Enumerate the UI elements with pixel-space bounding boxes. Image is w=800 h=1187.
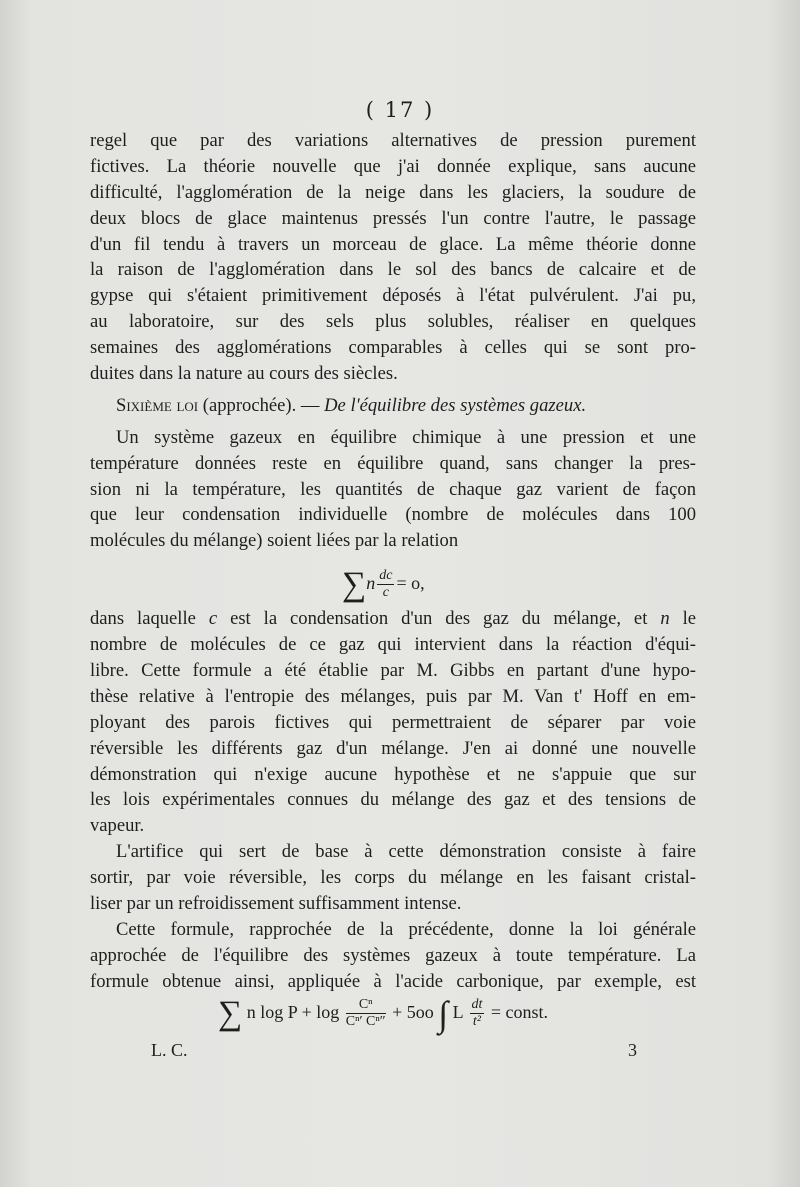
text-line: thèse relative à l'entropie des mélanges, puis par M. Van t' Hoff en em- [90, 685, 696, 707]
text-line: température données reste en équilibre quand, sans changer la pres- [90, 452, 696, 474]
fraction-denominator: Cⁿ′ Cⁿ″ [345, 1014, 386, 1030]
formula-n: n [366, 573, 376, 593]
text-line: au laboratoire, sur des sels plus solubles, réaliser en quelques [90, 311, 696, 333]
paragraph-4 [90, 839, 696, 917]
formula-rhs: = o, [396, 573, 425, 593]
sigma-symbol: ∑ [342, 566, 367, 603]
paragraph-1 [90, 128, 696, 387]
text-line: nombre de molécules de ce gaz qui intervient dans la réaction d'équi- [90, 634, 696, 656]
text-line: duites dans la nature au cours des siècles. [90, 363, 398, 385]
text-line: sortir, par voie réversible, les corps du mélange en les faisant cristal- [90, 867, 696, 889]
page-number: ( 17 ) [365, 98, 435, 122]
text-line: que leur condensation individuelle (nombre de molécules dans 100 [90, 504, 696, 526]
fraction-numerator: dc [379, 568, 393, 584]
law-qualifier: (approchée). — [198, 394, 325, 416]
text-line: ployant des parois fictives qui permettraient de séparer par voie [90, 711, 696, 733]
fraction-denominator: c [382, 585, 389, 601]
paragraph-5 [90, 917, 696, 995]
formula-carbonic-acid [218, 996, 548, 1032]
fraction-numerator: Cⁿ [346, 997, 386, 1014]
text-line: Un système gazeux en équilibre chimique à une pression et une [116, 426, 696, 448]
text-line: semaines des agglomérations comparables à celles qui se sont pro- [90, 337, 696, 359]
body-text [90, 128, 696, 995]
footer-sheet-number: 3 [628, 1040, 637, 1060]
text-line: dans laquelle c est la condensation d'un des gaz du mélange, et n le [90, 608, 696, 630]
formula-part-2: + 5oo [392, 1002, 434, 1022]
formula-L: L [452, 1002, 463, 1022]
text-line: L'artifice qui sert de base à cette démonstration consiste à faire [116, 841, 696, 863]
text-line: réversible les différents gaz d'un mélange. J'en ai donné une nouvelle [90, 737, 696, 759]
law-title: De l'équilibre des systèmes gazeux. [324, 394, 587, 416]
text-line: gypse qui s'étaient primitivement déposés à l'état pulvérulent. J'ai pu, [90, 285, 696, 307]
text-line: Cette formule, rapprochée de la précédente, donne la loi générale [116, 918, 696, 940]
text-line: la raison de l'agglomération dans le sol des bancs de calcaire et de [90, 259, 696, 281]
text-line: les lois expérimentales connues du mélange des gaz et des tensions de [90, 789, 696, 811]
text-line: démonstration qui n'exige aucune hypothèse et ne s'appuie que sur [90, 763, 696, 785]
formula-equilibrium-relation [342, 568, 425, 602]
text-line: difficulté, l'agglomération de la neige dans les glaciers, la soudure de [90, 181, 696, 203]
fraction [346, 997, 386, 1030]
formula-rhs: = const. [490, 1002, 549, 1022]
text-line: regel que par des variations alternatives de pression purement [90, 130, 696, 151]
formula-part-1: n log P + log [246, 1002, 340, 1022]
text-line: d'un fil tendu à travers un morceau de glace. La même théorie donne [90, 233, 696, 255]
text-line: deux blocs de glace maintenus pressés l'un contre l'autre, le passage [90, 207, 696, 229]
text-line: vapeur. [90, 815, 145, 837]
text-line: approchée de l'équilibre des systèmes gazeux à toute température. La [90, 944, 696, 966]
paragraph-3 [90, 606, 696, 839]
fraction [470, 997, 485, 1030]
law-label: Sixième loi [116, 394, 199, 416]
sigma-symbol: ∑ [218, 995, 243, 1032]
text-line: formule obtenue ainsi, appliquée à l'acide carbonique, par exemple, est [90, 970, 696, 992]
text-line: fictives. La théorie nouvelle que j'ai donnée explique, sans aucune [90, 155, 696, 177]
fraction-denominator: t² [472, 1014, 481, 1030]
text-line: liser par un refroidissement suffisamment intense. [90, 893, 462, 915]
integral-symbol: ∫ [438, 994, 449, 1034]
footer-signature: L. C. [151, 1040, 188, 1060]
fraction [377, 568, 394, 601]
law-heading [90, 393, 696, 419]
paragraph-2 [90, 425, 696, 554]
text-line: libre. Cette formule a été établie par M. Gibbs en partant d'une hypo- [90, 660, 696, 682]
fraction-numerator: dt [471, 997, 483, 1013]
text-line: sion ni la température, les quantités de chaque gaz varient de façon [90, 478, 696, 500]
text-line: molécules du mélange) soient liées par la relation [90, 530, 459, 552]
